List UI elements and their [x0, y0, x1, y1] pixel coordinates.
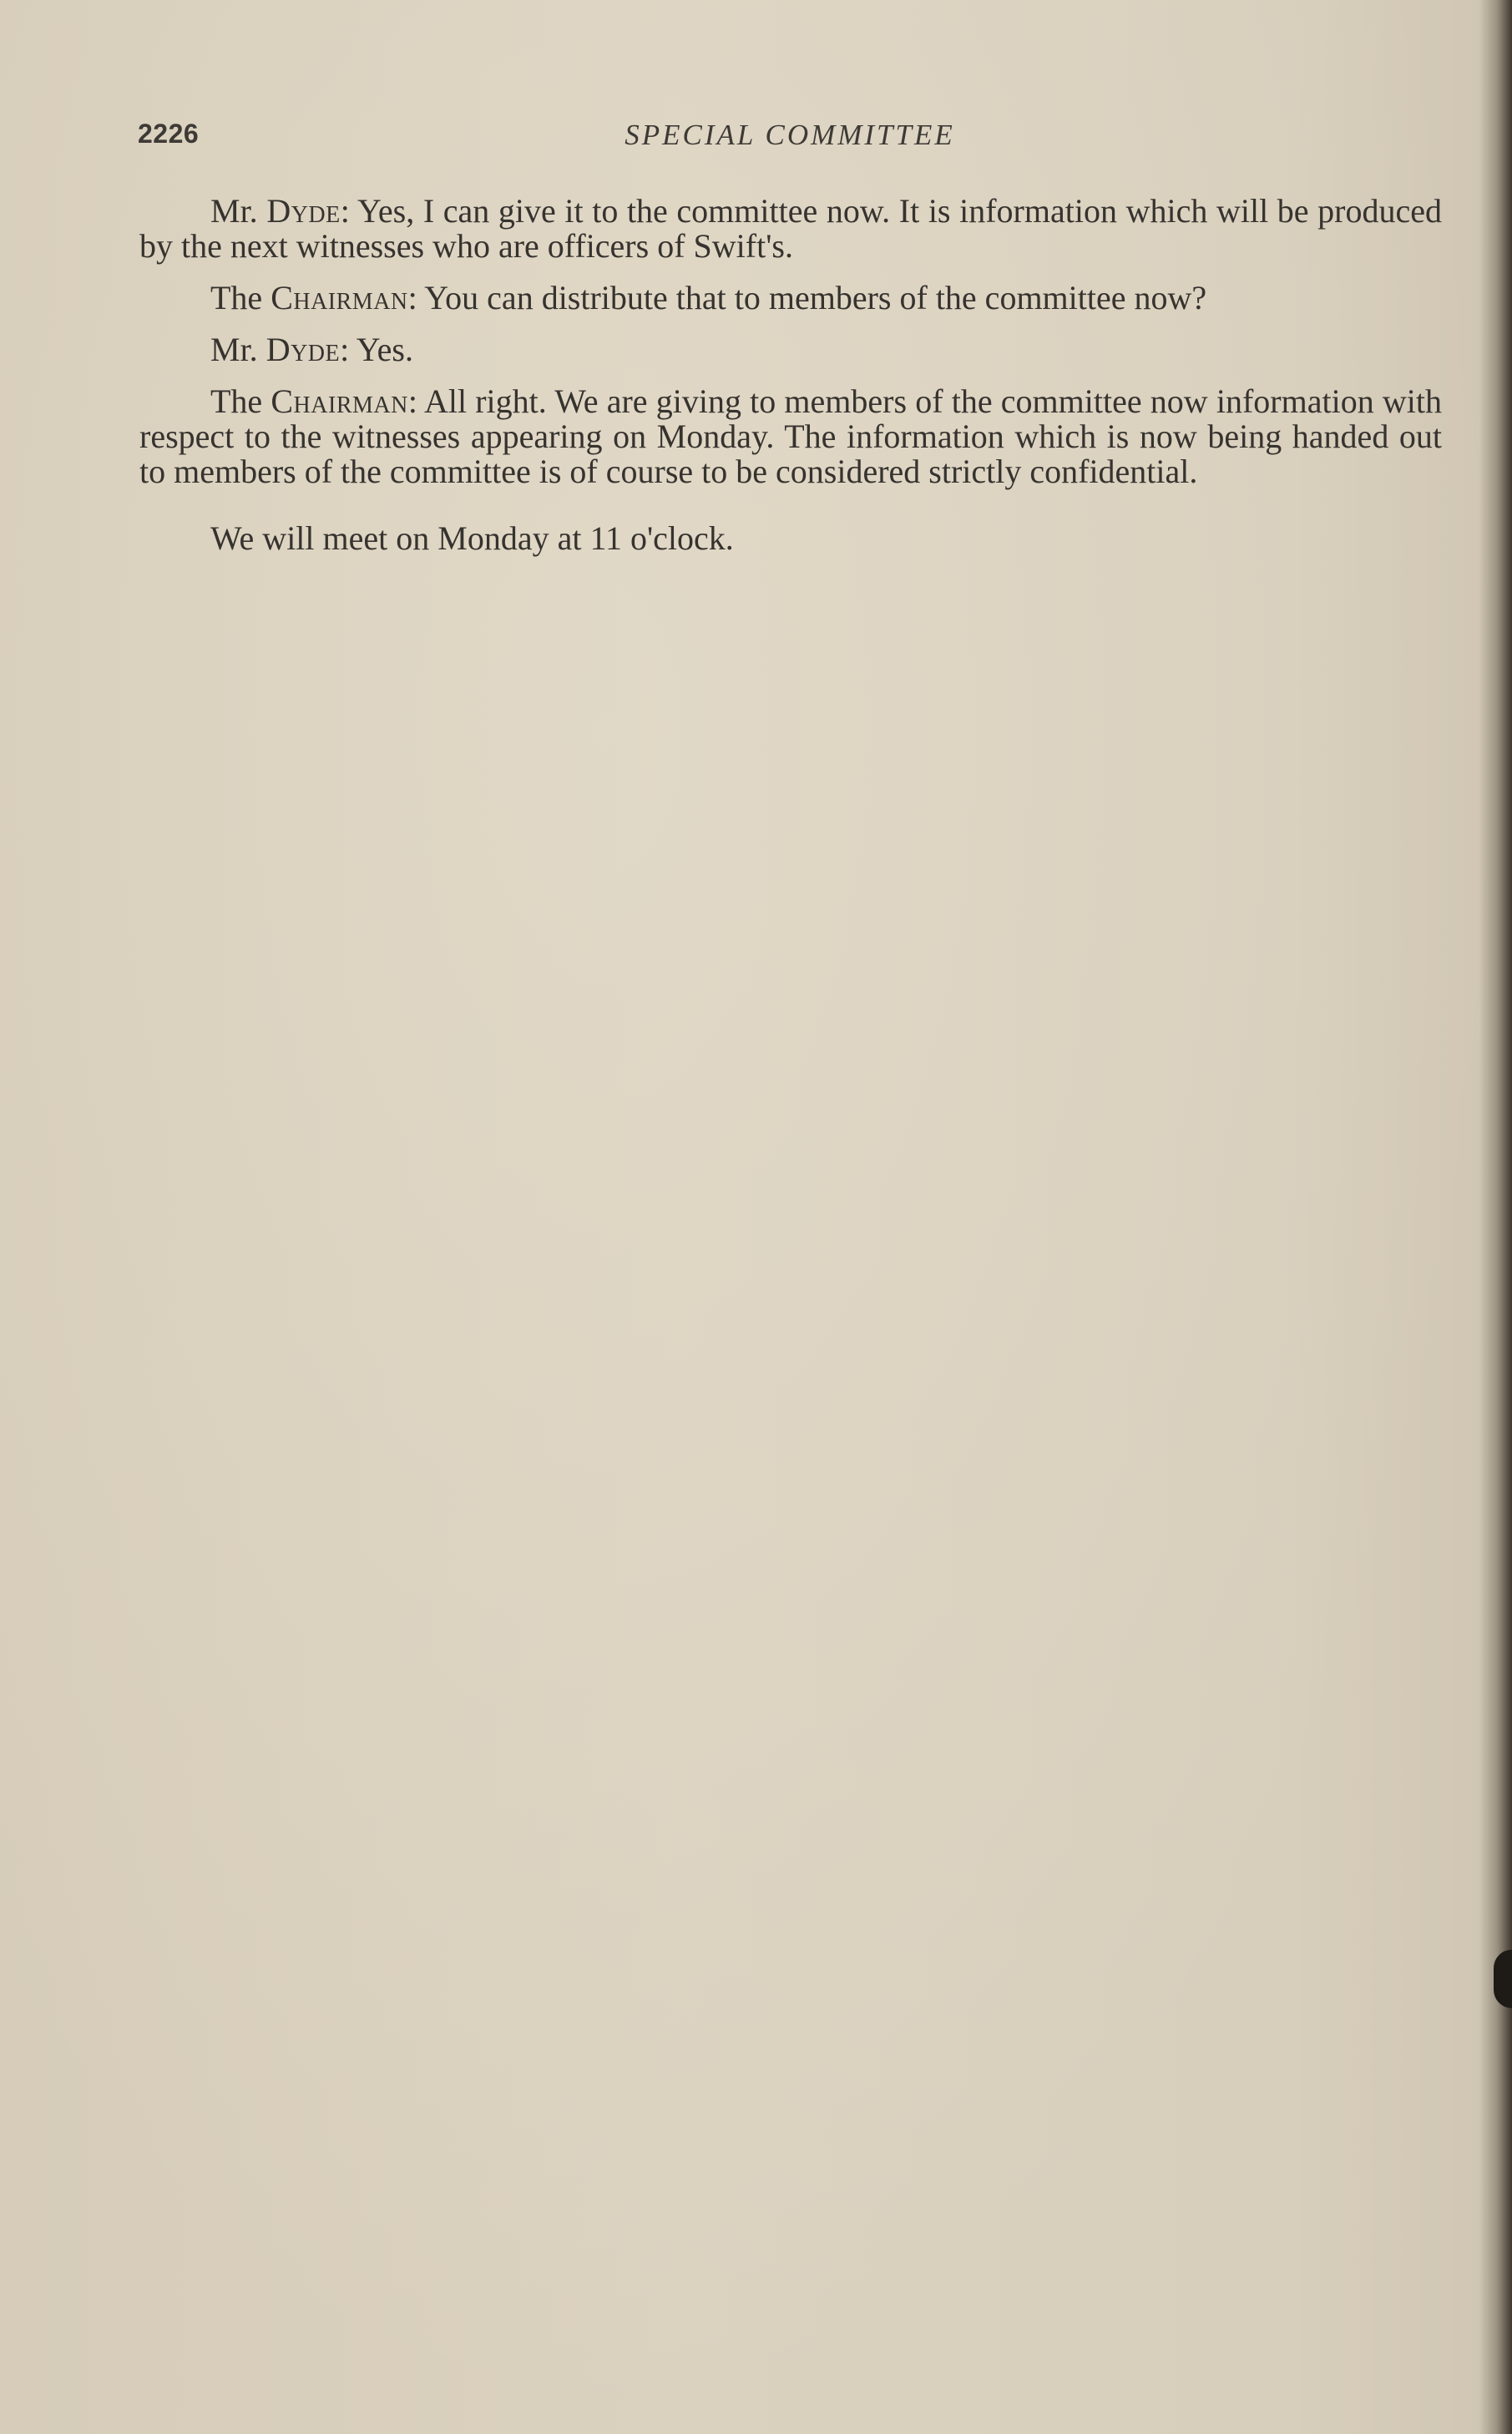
closing-line: We will meet on Monday at 11 o'clock.	[210, 519, 734, 557]
speaker-name: Dyde	[266, 192, 341, 230]
speaker-title: Mr.	[210, 331, 258, 368]
running-title: SPECIAL COMMITTEE	[625, 119, 955, 151]
speaker-title: The	[210, 382, 263, 420]
speech-text: All right. We are giving to members of the committee now information with respect to the witnesses appearing on Monday. The information which is now being handed out to members of the committee is of course to be considered strictly confidential.	[139, 382, 1443, 490]
transcript-paragraph: The Chairman: All right. We are giving to members of the committee now information with respect to the witnesses appearing on Monday. The information which is now being handed out to members of the committee is of course to be considered strictly confidential.	[139, 382, 1443, 490]
speech-text: You can distribute that to members of the committee now?	[424, 279, 1207, 316]
speaker-title: The	[210, 279, 263, 316]
transcript-body	[139, 194, 1442, 573]
speaker-name: Chairman	[271, 279, 408, 316]
speech-text: Yes.	[356, 331, 413, 368]
transcript-paragraph: Mr. Dyde: Yes, I can give it to the committee now. It is information which will be produced by the next witnesses who are officers of Swift's.	[139, 192, 1442, 265]
speaker-title: Mr.	[210, 192, 258, 230]
binding-notch	[1494, 1950, 1512, 2008]
speaker-name: Chairman	[271, 382, 408, 420]
binding-edge-shadow	[1479, 0, 1512, 2434]
speech-text: Yes, I can give it to the committee now. It is information which will be produced by the next witnesses who are officers of Swift's.	[139, 192, 1442, 265]
page-number: 2226	[138, 119, 200, 149]
transcript-paragraph: The Chairman: You can distribute that to members of the committee now?	[210, 279, 1207, 316]
speaker-name: Dyde	[265, 331, 341, 368]
page-header	[138, 119, 1442, 159]
transcript-paragraph: Mr. Dyde: Yes.	[210, 331, 413, 368]
